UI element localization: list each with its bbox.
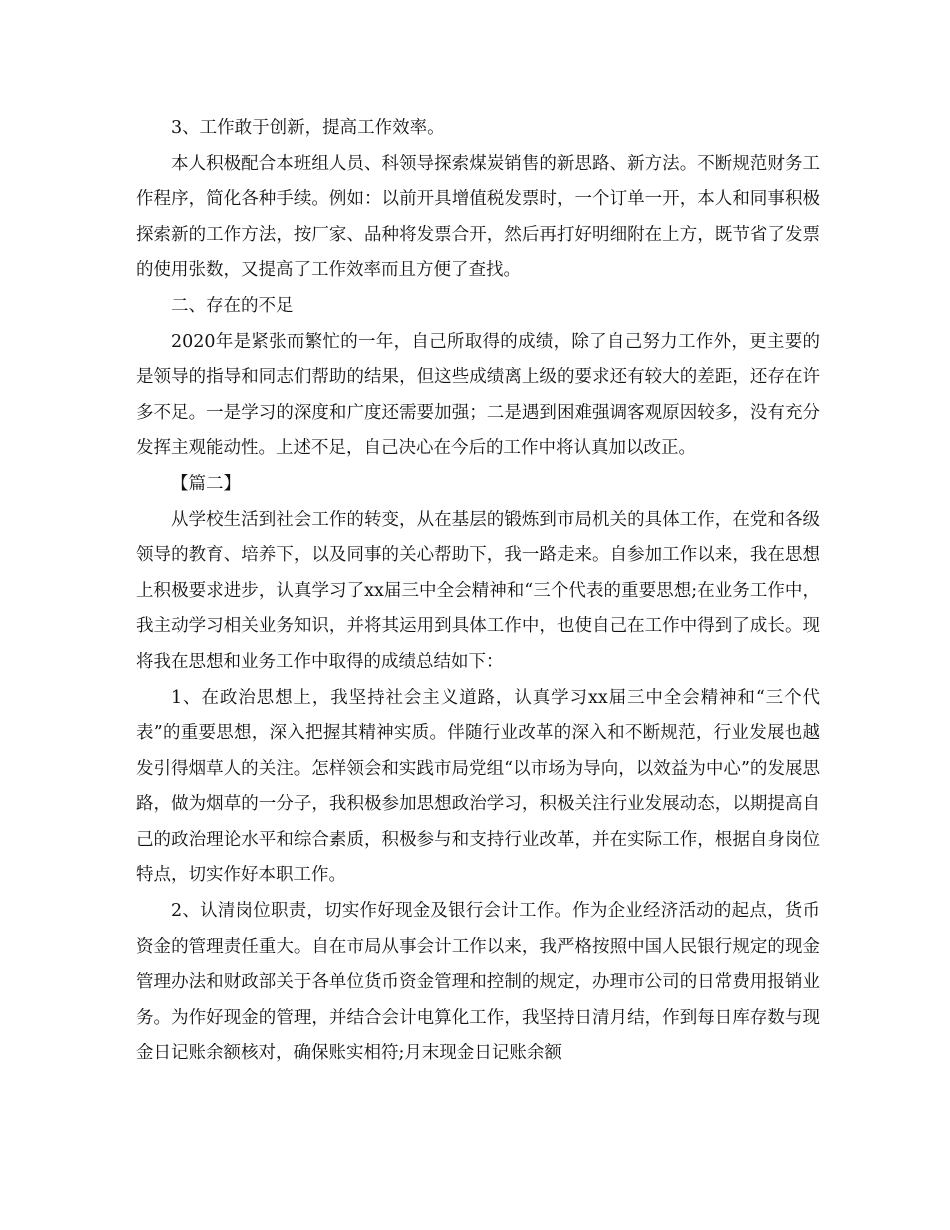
paragraph-innovation-body: 本人积极配合本班组人员、科领导探索煤炭销售的新思路、新方法。不断规范财务工作程序，简化各种手续。例如：以前开具增值税发票时，一个订单一开，本人和同事积极探索新的工作方法，按厂家、品种将发票合开，然后再打好明细附在上方，既节省了发票的使用张数，又提高了工作效率而且方便了查找。 [136,153,820,281]
paragraph-political-thought: 1、在政治思想上，我坚持社会主义道路，认真学习xx届三中全会精神和“三个代表”的重要思想，深入把握其精神实质。伴随行业改革的深入和不断规范，行业发展也越发引得烟草人的关注。怎样领会和实践市局党组“以市场为导向，以效益为中心”的发展思路，做为烟草的一分子，我积极参加思想政治学习，积极关注行业发展动态，以期提高自己的政治理论水平和综合素质，积极参与和支持行业改革，并在实际工作，根据自身岗位特点，切实作好本职工作。 [136,687,820,886]
paragraph-cash-accounting: 2、认清岗位职责，切实作好现金及银行会计工作。作为企业经济活动的起点，货币资金的管理责任重大。自在市局从事会计工作以来，我严格按照中国人民银行规定的现金管理办法和财政部关于各单位货币资金管理和控制的规定，办理市公司的日常费用报销业务。为作好现金的管理，并结合会计电算化工作，我坚持日清月结，作到每日库存数与现金日记账余额核对，确保账实相符;月末现金日记账余额 [136,901,820,1064]
section-heading-part-two: 【篇二】 [171,473,241,494]
section-heading-shortcomings: 二、存在的不足 [171,295,294,316]
paragraph-part-two-intro: 从学校生活到社会工作的转变，从在基层的锻炼到市局机关的具体工作，在党和各级领导的教育、培养下，以及同事的关心帮助下，我一路走来。自参加工作以来，我在思想上积极要求进步，认真学习了xx届三中全会精神和“三个代表的重要思想;在业务工作中，我主动学习相关业务知识，并将其运用到具体工作中，也使自己在工作中得到了成长。现将我在思想和业务工作中取得的成绩总结如下： [136,509,820,672]
document-body [136,111,820,1072]
paragraph-shortcomings-body: 2020年是紧张而繁忙的一年，自己所取得的成绩，除了自己努力工作外，更主要的是领导的指导和同志们帮助的结果，但这些成绩离上级的要求还有较大的差距，还存在许多不足。一是学习的深度和广度还需要加强；二是遇到困难强调客观原因较多，没有充分发挥主观能动性。上述不足，自己决心在今后的工作中将认真加以改正。 [136,331,820,459]
paragraph-innovation-heading: 3、工作敢于创新，提高工作效率。 [171,118,445,138]
